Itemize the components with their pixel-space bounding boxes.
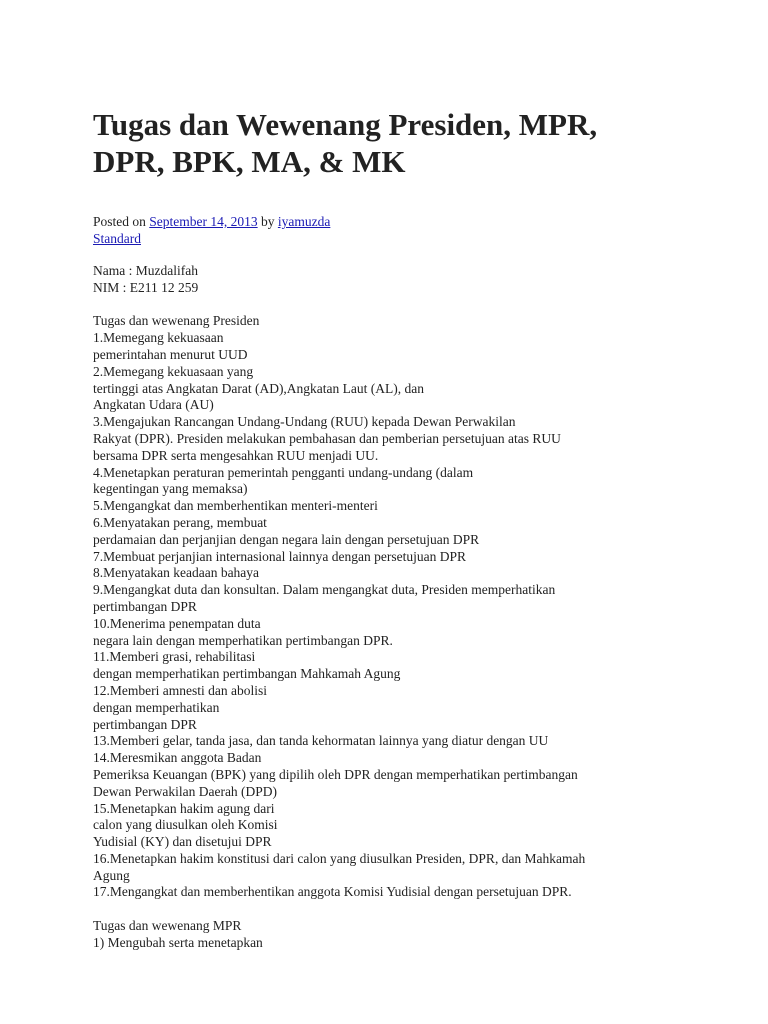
duty-line: 5.Mengangkat dan memberhentikan menteri-menteri	[93, 498, 378, 514]
student-name: Nama : Muzdalifah	[93, 263, 198, 278]
post-title-line: Tugas dan Wewenang Presiden, MPR,	[93, 107, 598, 142]
post-date-link[interactable]: September 14, 2013	[149, 214, 258, 229]
post-meta	[93, 213, 753, 247]
posted-on-row	[93, 213, 753, 230]
duty-line: tertinggi atas Angkatan Darat (AD),Angkatan Laut (AL), dan	[93, 380, 425, 396]
post-title-line: DPR, BPK, MA, & MK	[93, 144, 406, 179]
duty-line: negara lain dengan memperhatikan pertimbangan DPR.	[93, 632, 393, 648]
duty-line: 1.Memegang kekuasaan	[93, 330, 224, 346]
duty-line: calon yang diusulkan oleh Komisi	[93, 817, 278, 833]
duty-line: 13.Memberi gelar, tanda jasa, dan tanda kehormatan lainnya yang diatur dengan UU	[93, 733, 549, 749]
duty-line: 3.Mengajukan Rancangan Undang-Undang (RUU) kepada Dewan Perwakilan	[93, 414, 516, 430]
duty-line: Rakyat (DPR). Presiden melakukan pembahasan dan pemberian persetujuan atas RUU	[93, 430, 561, 446]
duty-line: Yudisial (KY) dan disetujui DPR	[93, 834, 272, 850]
duty-line: 1) Mengubah serta menetapkan	[93, 934, 263, 950]
duty-line: 12.Memberi amnesti dan abolisi	[93, 682, 267, 698]
duty-line: Dewan Perwakilan Daerah (DPD)	[93, 783, 278, 799]
duty-line: 2.Memegang kekuasaan yang	[93, 363, 254, 379]
duty-line: 17.Mengangkat dan memberhentikan anggota Komisi Yudisial dengan persetujuan DPR.	[93, 884, 572, 900]
duty-line: 14.Meresmikan anggota Badan	[93, 750, 262, 766]
by-label: by	[261, 214, 275, 229]
duty-line: Agung	[93, 867, 130, 883]
duty-line: Angkatan Udara (AU)	[93, 397, 214, 413]
duty-line: 15.Menetapkan hakim agung dari	[93, 800, 275, 816]
format-row	[93, 230, 753, 247]
duty-line: dengan memperhatikan	[93, 699, 220, 715]
duty-line: Pemeriksa Keuangan (BPK) yang dipilih oleh DPR dengan memperhatikan pertimbangan	[93, 766, 578, 782]
duty-line: perdamaian dan perjanjian dengan negara lain dengan persetujuan DPR	[93, 531, 480, 547]
post-format-link[interactable]: Standard	[93, 231, 141, 246]
duty-line: 8.Menyatakan keadaan bahaya	[93, 565, 260, 581]
duty-line: 7.Membuat perjanjian internasional lainnya dengan persetujuan DPR	[93, 548, 467, 564]
presiden-section	[93, 313, 753, 901]
identity-block	[93, 263, 753, 297]
duty-line: 10.Menerima penempatan duta	[93, 615, 261, 631]
student-nim: NIM : E211 12 259	[93, 279, 199, 295]
duty-line: 16.Menetapkan hakim konstitusi dari calon yang diusulkan Presiden, DPR, dan Mahkamah	[93, 850, 586, 866]
duty-line: bersama DPR serta mengesahkan RUU menjadi UU.	[93, 447, 379, 463]
duty-line: dengan memperhatikan pertimbangan Mahkamah Agung	[93, 666, 401, 682]
mpr-duty-list	[93, 935, 753, 952]
duty-line: kegentingan yang memaksa)	[93, 481, 248, 497]
section-heading: Tugas dan wewenang Presiden	[93, 313, 260, 329]
posted-on-label: Posted on	[93, 214, 146, 229]
duty-line: pertimbangan DPR	[93, 598, 197, 614]
duty-line: 11.Memberi grasi, rehabilitasi	[93, 649, 256, 665]
mpr-section	[93, 918, 753, 952]
duty-line: 9.Mengangkat duta dan konsultan. Dalam mengangkat duta, Presiden memperhatikan	[93, 582, 556, 598]
duty-line: 4.Menetapkan peraturan pemerintah pengganti undang-undang (dalam	[93, 464, 474, 480]
post-content	[93, 263, 753, 952]
duty-line: pemerintahan menurut UUD	[93, 346, 248, 362]
article	[93, 106, 753, 968]
duty-line: pertimbangan DPR	[93, 716, 197, 732]
duty-line: 6.Menyatakan perang, membuat	[93, 514, 267, 530]
post-title	[93, 106, 753, 180]
presiden-duty-list	[93, 330, 753, 901]
section-heading: Tugas dan wewenang MPR	[93, 918, 242, 934]
author-link[interactable]: iyamuzda	[277, 214, 331, 229]
